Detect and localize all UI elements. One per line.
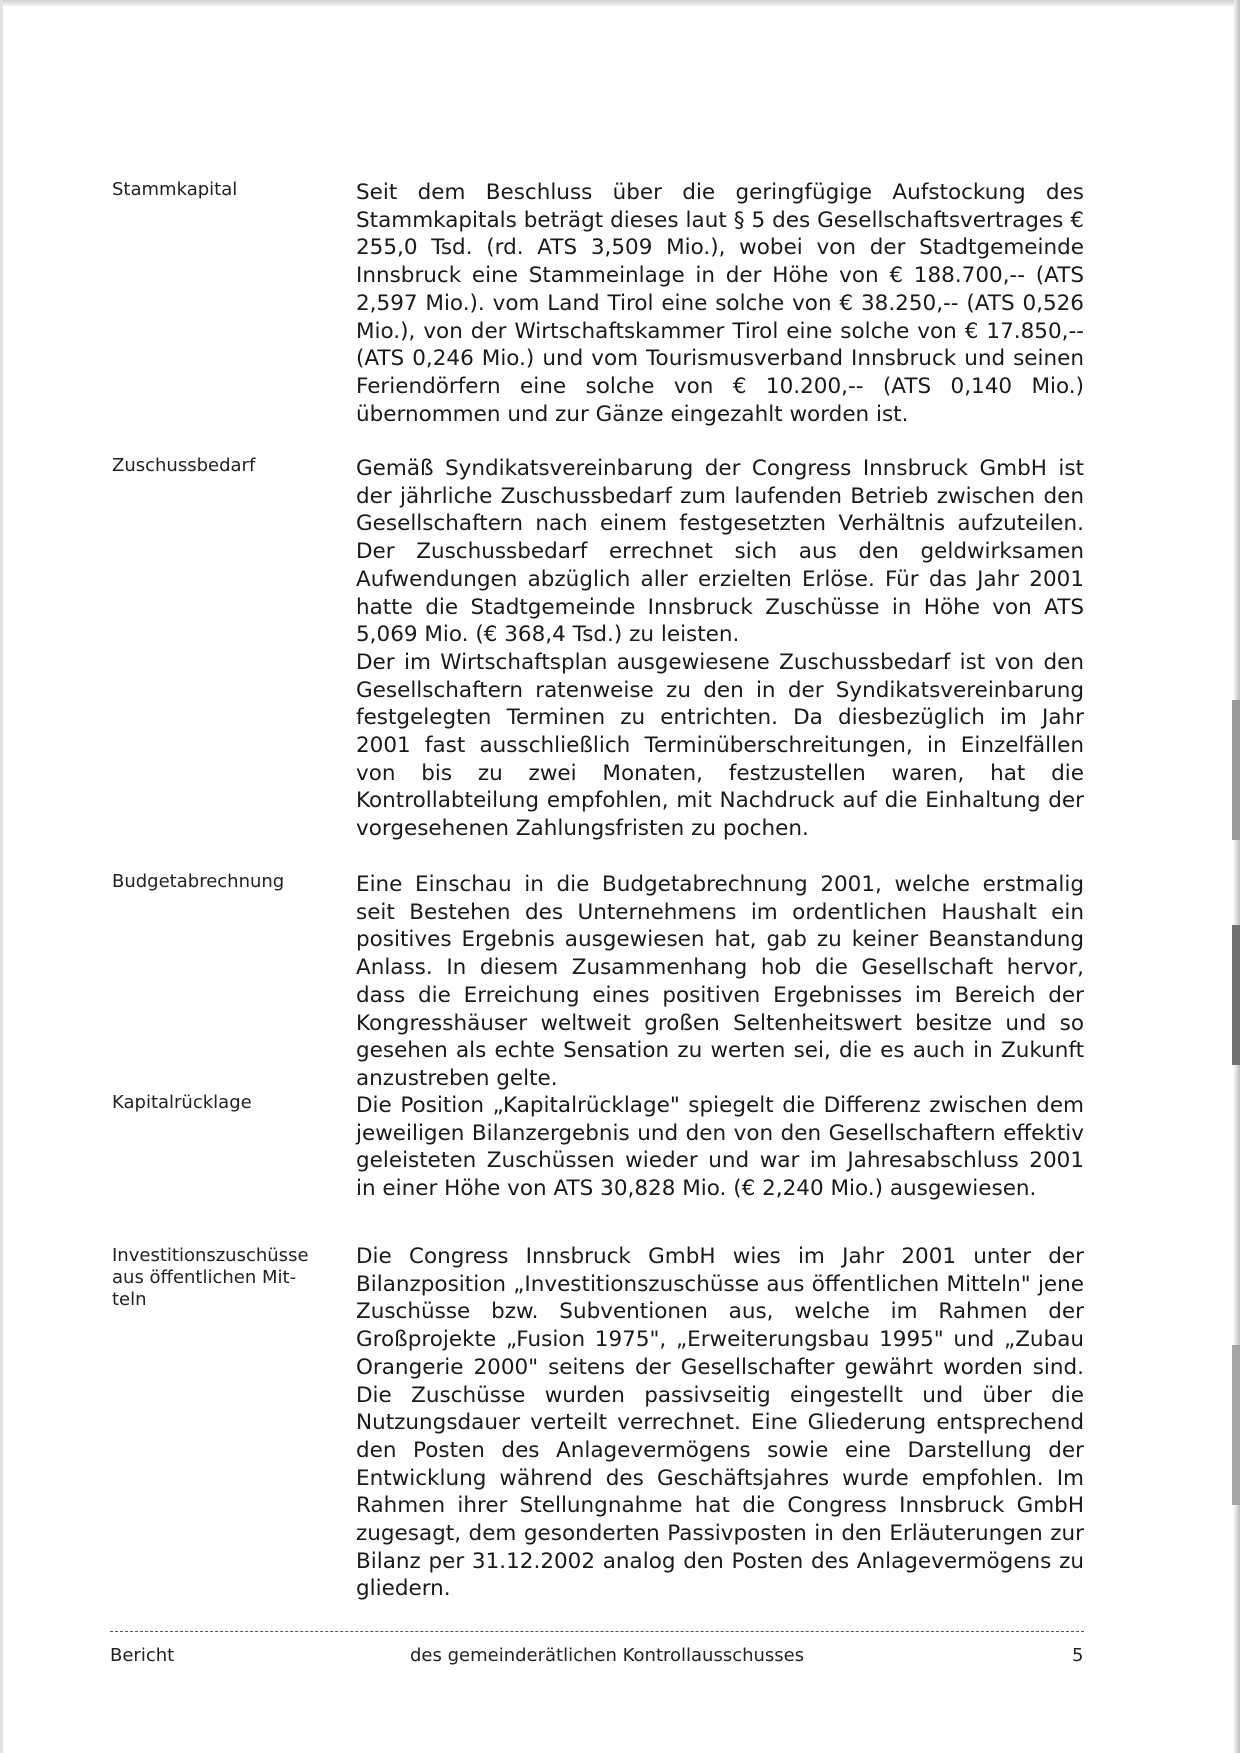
- section-body: [356, 455, 1084, 843]
- section-body: [356, 179, 1084, 428]
- section-body: [356, 1092, 1084, 1203]
- section-label: Stammkapital: [112, 179, 238, 200]
- scan-edge-left: [0, 0, 3, 1753]
- section-label: Kapitalrücklage: [112, 1092, 252, 1113]
- paragraph: Der im Wirtschaftsplan ausgewiesene Zuschussbedarf ist von den Gesellschaftern ratenweise zu den in der Syndikatsvereinbarung festgelegten Terminen zu entrichten. Da diesbezüglich im Jahr 2001 fast ausschließlich Terminüberschreitungen, in Einzelfällen von bis zu zwei Monaten, festzustellen waren, hat die Kontrollabteilung empfohlen, mit Nachdruck auf die Einhaltung der vorgesehenen Zahlungsfristen zu pochen.: [356, 649, 1084, 842]
- footer-left: Bericht: [110, 1645, 175, 1666]
- paragraph: Seit dem Beschluss über die geringfügige Aufstockung des Stammkapitals beträgt dieses laut § 5 des Gesellschaftsvertrages € 255,0 Tsd. (rd. ATS 3,509 Mio.), wobei von der Stadtgemeinde Innsbruck eine Stammeinlage in der Höhe von € 188.700,-- (ATS 2,597 Mio.). vom Land Tirol eine solche von € 38.250,-- (ATS 0,526 Mio.), von der Wirtschaftskammer Tirol eine solche von € 17.850,-- (ATS 0,246 Mio.) und vom Tourismusverband Innsbruck und seinen Feriendörfern eine solche von € 10.200,-- (ATS 0,140 Mio.) übernommen und zur Gänze eingezahlt worden ist.: [356, 180, 1084, 427]
- section-label: Budgetabrechnung: [112, 871, 285, 892]
- footer-center: des gemeinderätlichen Kontrollausschusses: [410, 1645, 805, 1666]
- footer-divider: [110, 1631, 1084, 1632]
- scan-mark: [1232, 700, 1240, 840]
- paragraph: Eine Einschau in die Budgetabrechnung 2001, welche erstmalig seit Bestehen des Unternehmens im ordentlichen Haushalt ein positives Ergebnis ausgewiesen hat, gab zu keiner Beanstandung Anlass. In diesem Zusammenhang hob die Gesellschaft hervor, dass die Erreichung eines positiven Ergebnisses im Bereich der Kongresshäuser weltweit großen Seltenheitswert besitze und so gesehen als echte Sensation zu werten sei, die es auch in Zukunft anzustreben gelte.: [356, 872, 1084, 1091]
- section-label: Zuschussbedarf: [112, 455, 256, 476]
- scan-mark: [1232, 1345, 1240, 1505]
- paragraph: Die Position „Kapitalrücklage" spiegelt die Differenz zwischen dem jeweiligen Bilanzergebnis und den von den Gesellschaftern effektiv geleisteten Zuschüssen wieder und war im Jahresabschluss 2001 in einer Höhe von ATS 30,828 Mio. (€ 2,240 Mio.) ausgewiesen.: [356, 1093, 1084, 1202]
- section-body: [356, 871, 1084, 1093]
- scan-mark: [1232, 925, 1240, 1065]
- section-body: [356, 1243, 1084, 1603]
- paragraph: Die Congress Innsbruck GmbH wies im Jahr 2001 unter der Bilanzposition „Investitionszuschüsse aus öffentlichen Mitteln" jene Zuschüsse bzw. Subventionen aus, welche im Rahmen der Großprojekte „Fusion 1975", „Erweiterungsbau 1995" und „Zubau Orangerie 2000" seitens der Gesellschafter gewährt worden sind. Die Zuschüsse wurden passivseitig eingestellt und über die Nutzungsdauer verteilt verrechnet. Eine Gliederung entsprechend den Posten des Anlagevermögens sowie eine Darstellung der Entwicklung während des Geschäftsjahres wurde empfohlen. Im Rahmen ihrer Stellungnahme hat die Congress Innsbruck GmbH zugesagt, dem gesonderten Passivposten in den Erläuterungen zur Bilanz per 31.12.2002 analog den Posten des Anlagevermögens zu gliedern.: [356, 1244, 1084, 1602]
- page-number: 5: [1072, 1645, 1084, 1666]
- paragraph: Gemäß Syndikatsvereinbarung der Congress Innsbruck GmbH ist der jährliche Zuschussbedarf zum laufenden Betrieb zwischen den Gesellschaftern nach einem festgesetzten Verhältnis aufzuteilen. Der Zuschussbedarf errechnet sich aus den geldwirksamen Aufwendungen abzüglich aller erzielten Erlöse. Für das Jahr 2001 hatte die Stadtgemeinde Innsbruck Zuschüsse in Höhe von ATS 5,069 Mio. (€ 368,4 Tsd.) zu leisten.: [356, 456, 1084, 648]
- scan-edge-top: [0, 0, 1240, 6]
- section-label: Investitionszuschüsse aus öffentlichen Mitteln: [112, 1245, 309, 1310]
